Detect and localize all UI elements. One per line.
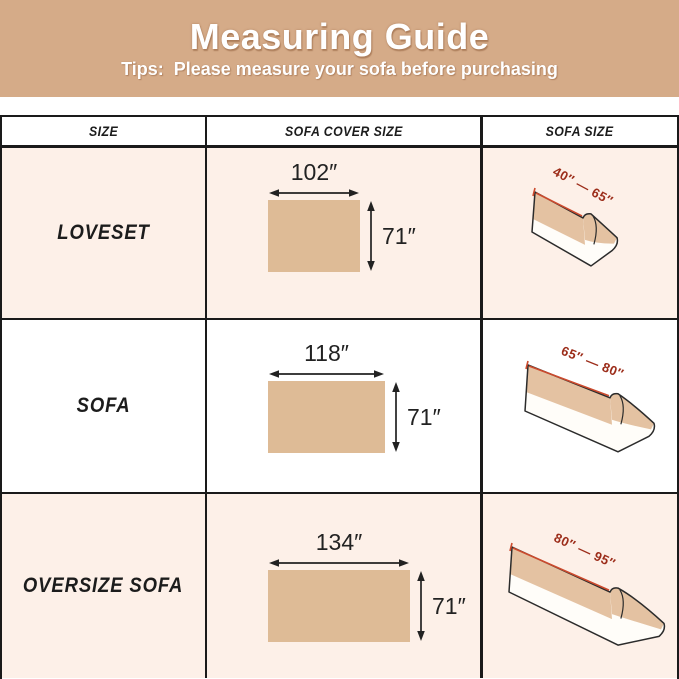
cover-size-cell (205, 320, 480, 492)
cover-height-label: 71″ (432, 592, 466, 619)
sofa-size-cell (480, 320, 677, 492)
width-arrow (268, 186, 360, 198)
sofa-illustration (483, 148, 677, 318)
svg-text:65″ — 80″: 65″ — 80″ (559, 342, 627, 382)
cover-rectangle (268, 381, 385, 453)
size-label: SOFA (76, 394, 131, 417)
sofa-size-cell (480, 494, 677, 678)
size-table (0, 115, 679, 679)
cover-size-diagram (268, 340, 459, 453)
sofa-illustration (483, 320, 677, 492)
table-body (2, 148, 677, 678)
sofa-illustration (483, 494, 677, 678)
size-label: LOVESET (57, 221, 150, 244)
svg-text:40″ — 65″: 40″ — 65″ (550, 163, 616, 209)
svg-text:80″ — 95″: 80″ — 95″ (551, 529, 619, 572)
page-title: Measuring Guide (189, 16, 490, 57)
width-arrow (268, 367, 385, 379)
cover-rectangle (268, 570, 410, 642)
table-row (2, 148, 677, 320)
cover-size-diagram (268, 529, 480, 642)
column-header-sofa-size (480, 117, 677, 145)
column-header-size-label: SIZE (88, 123, 119, 139)
column-header-size (2, 117, 205, 145)
cover-width-label: 118″ (304, 340, 349, 366)
cover-size-cell (205, 148, 480, 318)
size-cell (2, 148, 205, 318)
column-header-sofa-size-label: SOFA SIZE (546, 123, 614, 139)
header-banner (0, 0, 679, 97)
size-label: OVERSIZE SOFA (23, 574, 184, 597)
size-cell (2, 494, 205, 678)
sofa-size-cell (480, 148, 677, 318)
height-arrow (415, 570, 427, 642)
height-arrow (365, 200, 377, 272)
width-arrow (268, 556, 410, 568)
cover-size-diagram (268, 159, 434, 272)
page-subtitle: Tips: Please measure your sofa before purchasing (121, 59, 558, 79)
cover-height-label: 71″ (407, 403, 441, 430)
table-row (2, 494, 677, 678)
table-header-row (2, 117, 677, 148)
table-row (2, 320, 677, 494)
cover-size-cell (205, 494, 480, 678)
size-cell (2, 320, 205, 492)
column-header-sofa-cover-size-label: SOFA COVER SIZE (284, 123, 403, 139)
cover-width-label: 102″ (290, 159, 338, 185)
cover-rectangle (268, 200, 360, 272)
cover-width-label: 134″ (315, 529, 363, 555)
column-header-sofa-cover-size (205, 117, 480, 145)
cover-height-label: 71″ (382, 222, 416, 249)
height-arrow (390, 381, 402, 453)
